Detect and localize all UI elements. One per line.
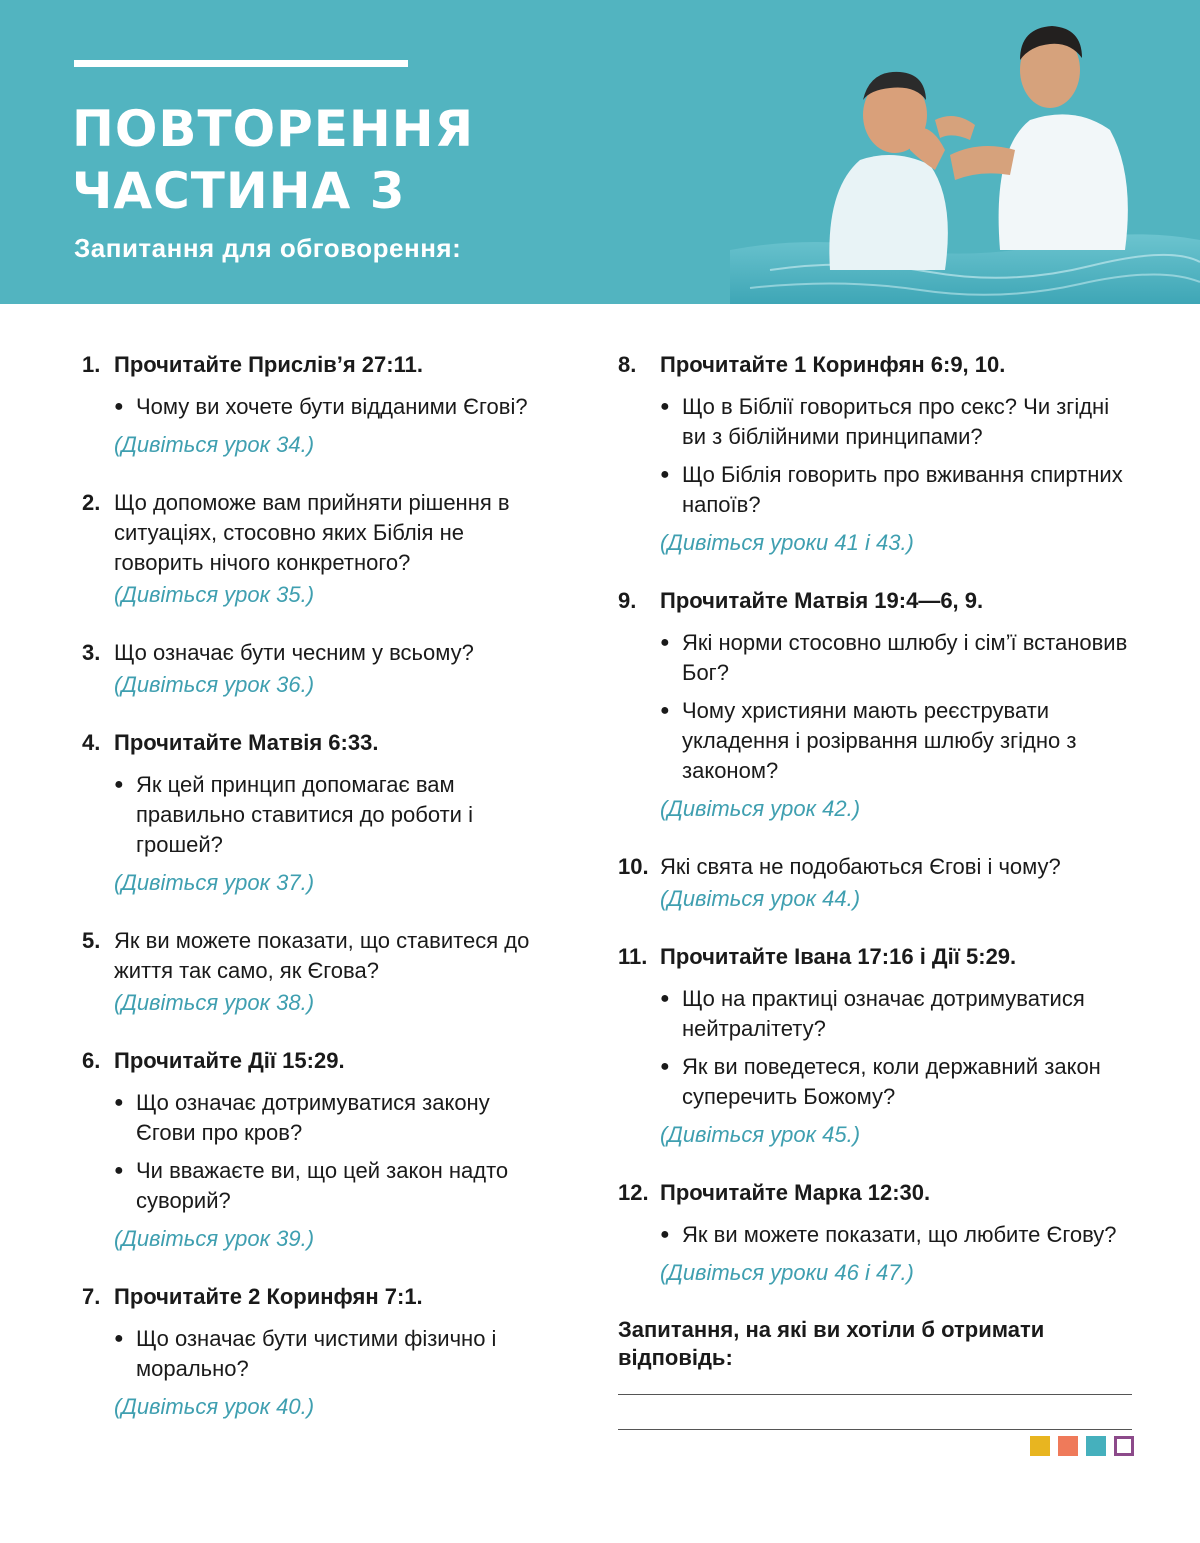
question-text: Які свята не подобаються Єгові і чому? xyxy=(660,854,1061,879)
question-text: Прочитайте Прислів’я 27:11. xyxy=(114,352,423,377)
lesson-reference: (Дивіться урок 34.) xyxy=(114,432,315,457)
lesson-reference: (Дивіться урок 38.) xyxy=(114,990,315,1015)
question-text: Прочитайте 2 Коринфян 7:1. xyxy=(114,1284,423,1309)
bullet-dot-icon: ● xyxy=(660,466,670,483)
question-item xyxy=(82,1046,552,1254)
bullet-item xyxy=(660,696,1138,786)
bullet-dot-icon: ● xyxy=(660,398,670,415)
right-column xyxy=(618,350,1138,1430)
question-text: Що означає бути чесним у всьому? xyxy=(114,640,474,665)
lesson-reference: (Дивіться урок 40.) xyxy=(114,1394,315,1419)
question-number: 8. xyxy=(618,352,637,377)
question-heading xyxy=(618,350,1138,380)
question-number: 4. xyxy=(82,730,101,755)
bullet-text: Як ви поведетеся, коли державний закон суперечить Божому? xyxy=(682,1054,1101,1109)
bullet-dot-icon: ● xyxy=(114,398,124,415)
bullet-dot-icon: ● xyxy=(114,1094,124,1111)
bullet-text: Що на практиці означає дотримуватися нейтралітету? xyxy=(682,986,1085,1041)
page-subtitle: Запитання для обговорення: xyxy=(74,233,462,263)
bullet-list xyxy=(618,984,1138,1112)
title-line-2: ЧАСТИНА 3 xyxy=(72,162,406,220)
question-heading xyxy=(618,586,1138,616)
bullet-text: Як ви можете показати, що любите Єгову? xyxy=(682,1222,1117,1247)
question-item xyxy=(82,1282,552,1422)
question-text: Прочитайте Матвія 19:4—6, 9. xyxy=(660,588,984,613)
question-item xyxy=(618,586,1138,824)
bullet-dot-icon: ● xyxy=(660,1226,670,1243)
lesson-reference: (Дивіться урок 42.) xyxy=(660,796,861,821)
question-heading xyxy=(618,1178,1138,1208)
question-number: 2. xyxy=(82,490,101,515)
bullet-text: Що Біблія говорить про вживання спиртних напоїв? xyxy=(682,462,1123,517)
lesson-reference: (Дивіться урок 45.) xyxy=(660,1122,861,1147)
question-item xyxy=(618,350,1138,558)
bullet-text: Що означає бути чистими фізично і морально? xyxy=(136,1326,497,1381)
header-rule xyxy=(74,60,408,67)
question-text: Прочитайте Івана 17:16 і Дії 5:29. xyxy=(660,944,1017,969)
bullet-text: Що означає дотримуватися закону Єгови про кров? xyxy=(136,1090,490,1145)
question-heading xyxy=(82,926,552,986)
yellow-square xyxy=(1030,1436,1050,1456)
orange-square xyxy=(1058,1436,1078,1456)
bullet-dot-icon: ● xyxy=(660,634,670,651)
bullet-text: Чи вважаєте ви, що цей закон надто суворий? xyxy=(136,1158,509,1213)
bullet-item xyxy=(660,628,1138,688)
question-item xyxy=(618,852,1138,914)
lesson-reference: (Дивіться урок 39.) xyxy=(114,1226,315,1251)
question-number: 9. xyxy=(618,588,637,613)
question-number: 5. xyxy=(82,928,101,953)
bullet-list xyxy=(82,1324,552,1384)
question-number: 1. xyxy=(82,352,101,377)
bullet-dot-icon: ● xyxy=(114,1330,124,1347)
question-heading xyxy=(82,638,552,668)
question-heading xyxy=(82,1282,552,1312)
question-text: Прочитайте Матвія 6:33. xyxy=(114,730,379,755)
bullet-text: Які норми стосовно шлюбу і сім’ї встановив Бог? xyxy=(682,630,1128,685)
question-number: 11. xyxy=(618,944,648,969)
bullet-item xyxy=(114,392,552,422)
lesson-reference: (Дивіться урок 35.) xyxy=(114,582,315,607)
question-number: 12. xyxy=(618,1180,649,1205)
teal-square xyxy=(1086,1436,1106,1456)
bullet-dot-icon: ● xyxy=(660,990,670,1007)
header-banner xyxy=(0,0,1200,304)
question-number: 10. xyxy=(618,854,649,879)
color-squares xyxy=(1030,1436,1134,1456)
lesson-reference: (Дивіться урок 37.) xyxy=(114,870,315,895)
bullet-item xyxy=(660,1220,1138,1250)
bullet-item xyxy=(114,770,552,860)
question-text: Що допоможе вам прийняти рішення в ситуаціях, стосовно яких Біблія не говорить нічого конкретного? xyxy=(114,490,510,575)
bullet-list xyxy=(82,392,552,422)
bullet-dot-icon: ● xyxy=(660,1058,670,1075)
bullet-dot-icon: ● xyxy=(660,702,670,719)
bullet-list xyxy=(618,628,1138,786)
bullet-item xyxy=(660,1052,1138,1112)
question-heading xyxy=(82,728,552,758)
question-number: 7. xyxy=(82,1284,101,1309)
lesson-reference: (Дивіться уроки 41 і 43.) xyxy=(660,530,914,555)
baptism-illustration xyxy=(730,0,1200,304)
bullet-list xyxy=(82,770,552,860)
question-item xyxy=(82,488,552,610)
left-column xyxy=(82,350,552,1450)
bullet-text: Чому ви хочете бути відданими Єгові? xyxy=(136,394,528,419)
question-text: Прочитайте Марка 12:30. xyxy=(660,1180,931,1205)
bullet-dot-icon: ● xyxy=(114,776,124,793)
final-question: Запитання, на які ви хотіли б отримати відповідь: xyxy=(618,1317,1045,1370)
question-item xyxy=(82,350,552,460)
answer-line[interactable] xyxy=(618,1394,1132,1395)
question-item xyxy=(82,926,552,1018)
question-number: 3. xyxy=(82,640,101,665)
bullet-text: Чому християни мають реєструвати укладення і розірвання шлюбу згідно з законом? xyxy=(682,698,1077,783)
question-heading xyxy=(82,350,552,380)
bullet-text: Що в Біблії говориться про секс? Чи згідні ви з біблійними принципами? xyxy=(682,394,1110,449)
question-heading xyxy=(82,488,552,578)
question-text: Прочитайте 1 Коринфян 6:9, 10. xyxy=(660,352,1006,377)
title-line-1: ПОВТОРЕННЯ xyxy=(72,100,475,158)
question-item xyxy=(82,728,552,898)
purple-outline-square xyxy=(1114,1436,1134,1456)
bullet-item xyxy=(114,1156,552,1216)
answer-line[interactable] xyxy=(618,1429,1132,1430)
lesson-reference: (Дивіться уроки 46 і 47.) xyxy=(660,1260,914,1285)
page-title xyxy=(72,98,474,222)
lesson-reference: (Дивіться урок 44.) xyxy=(660,886,861,911)
bullet-item xyxy=(660,392,1138,452)
bullet-item xyxy=(114,1324,552,1384)
bullet-dot-icon: ● xyxy=(114,1162,124,1179)
bullet-list xyxy=(82,1088,552,1216)
question-item xyxy=(82,638,552,700)
bullet-list xyxy=(618,392,1138,520)
bullet-item xyxy=(660,984,1138,1044)
question-text: Прочитайте Дії 15:29. xyxy=(114,1048,345,1073)
bullet-item xyxy=(114,1088,552,1148)
question-number: 6. xyxy=(82,1048,101,1073)
question-heading xyxy=(618,942,1138,972)
question-heading xyxy=(618,852,1138,882)
bullet-text: Як цей принцип допомагає вам правильно ставитися до роботи і грошей? xyxy=(136,772,473,857)
question-item xyxy=(618,942,1138,1150)
bullet-list xyxy=(618,1220,1138,1250)
question-item xyxy=(618,1178,1138,1288)
lesson-reference: (Дивіться урок 36.) xyxy=(114,672,315,697)
bullet-item xyxy=(660,460,1138,520)
question-heading xyxy=(82,1046,552,1076)
question-text: Як ви можете показати, що ставитеся до життя так само, як Єгова? xyxy=(114,928,530,983)
